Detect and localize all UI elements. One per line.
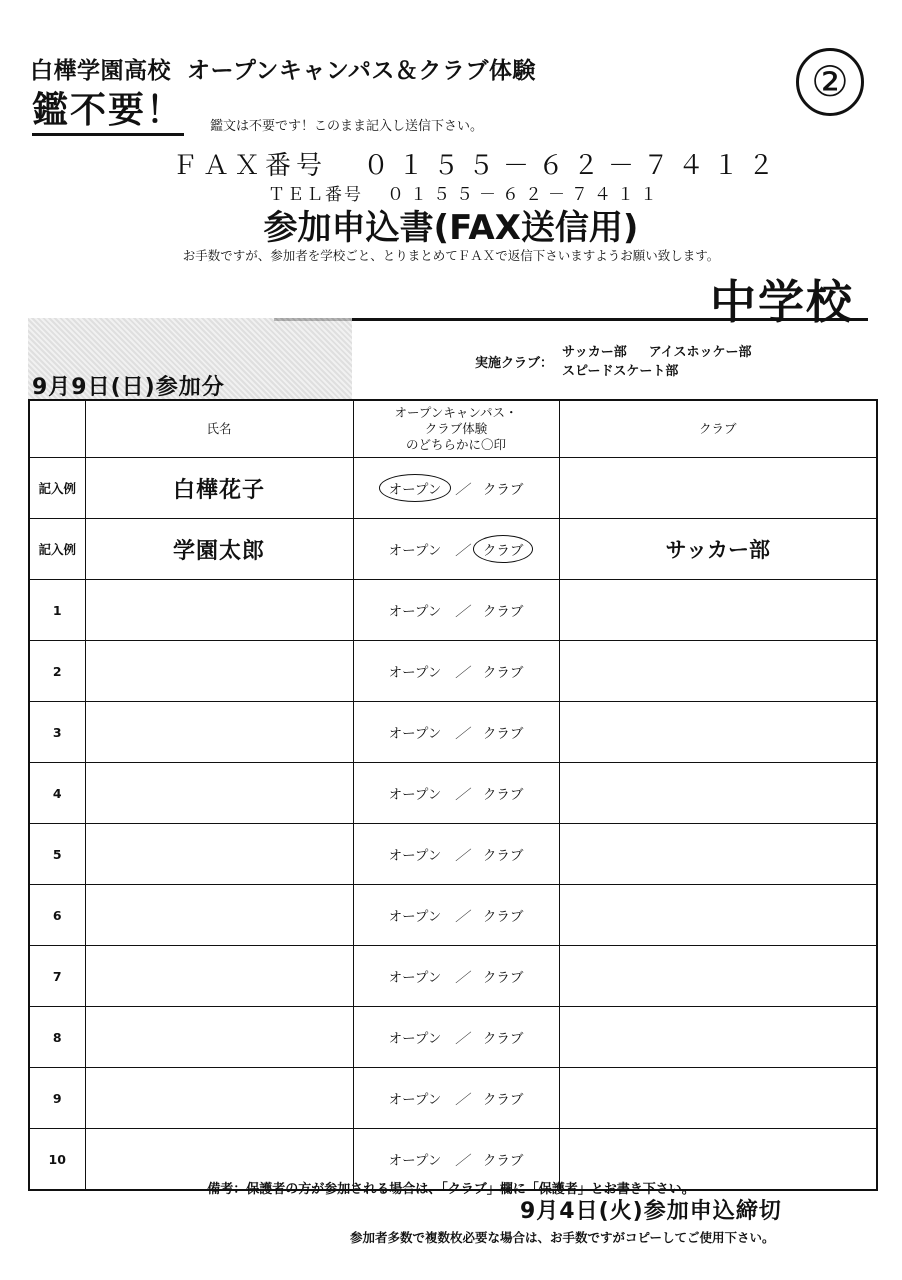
option-open: オープン: [388, 1092, 442, 1108]
option-club: クラブ: [482, 970, 524, 986]
clubs-label: 実施クラブ：: [475, 356, 554, 371]
option-separator: ／: [455, 604, 469, 620]
club-cell[interactable]: [559, 824, 877, 885]
form-title: 参加申込書(FAX送信用): [263, 208, 639, 248]
table-row: [29, 885, 877, 946]
option-club: クラブ: [473, 535, 534, 563]
club-value: サッカー部: [665, 538, 771, 562]
row-label: [29, 519, 85, 580]
school-suffix-label: 中学校: [710, 275, 854, 329]
participant-name: 学園太郎: [172, 538, 265, 564]
club-cell: [559, 458, 877, 519]
option-club: クラブ: [482, 1153, 524, 1169]
option-club: クラブ: [482, 848, 524, 864]
choice-cell[interactable]: [353, 1007, 559, 1068]
option-open: オープン: [379, 474, 452, 502]
header-choice-line: のどちらかに〇印: [405, 437, 506, 452]
table-row: [29, 580, 877, 641]
example-row: [29, 519, 877, 580]
clubs-list: [562, 343, 751, 381]
example-label: 記入例: [38, 481, 76, 496]
example-label: 記入例: [38, 542, 76, 557]
option-separator: ／: [455, 848, 469, 864]
option-open: オープン: [388, 543, 442, 559]
name-cell[interactable]: [85, 1068, 353, 1129]
option-open: オープン: [388, 848, 442, 864]
name-cell[interactable]: [85, 702, 353, 763]
table-row: [29, 824, 877, 885]
table-row: [29, 763, 877, 824]
club-cell[interactable]: [559, 1068, 877, 1129]
school-name: 白樺学園高校: [30, 58, 171, 84]
no-cover-note: 鑑文は不要です！このまま記入し送信下さい。: [210, 119, 484, 134]
option-club: クラブ: [482, 665, 524, 681]
option-open: オープン: [388, 604, 442, 620]
name-cell[interactable]: [85, 763, 353, 824]
sheet-number-badge: ②: [796, 48, 864, 116]
table-row: [29, 946, 877, 1007]
header-choice-line: クラブ体験: [424, 421, 488, 436]
row-number: [29, 641, 85, 702]
row-label: [29, 458, 85, 519]
tel-number: ０１５５－６２－７４１１: [387, 185, 663, 205]
row-number-text: 2: [52, 663, 62, 679]
row-number: [29, 946, 85, 1007]
club-cell[interactable]: [559, 641, 877, 702]
fax-line: [172, 145, 783, 182]
choice-cell[interactable]: [353, 763, 559, 824]
option-open: オープン: [388, 909, 442, 925]
choice-cell[interactable]: [353, 885, 559, 946]
choice-cell: [353, 519, 559, 580]
option-club: クラブ: [482, 1092, 524, 1108]
option-club: クラブ: [482, 1031, 524, 1047]
option-club: クラブ: [482, 787, 524, 803]
row-number: [29, 702, 85, 763]
row-number: [29, 580, 85, 641]
deadline: 9月4日(火)参加申込締切: [520, 1199, 782, 1224]
fax-label: ＦＡＸ番号: [172, 151, 328, 181]
fax-number: ０１５５－６２－７４１２: [363, 151, 784, 181]
header-choice: [353, 400, 559, 458]
club-cell[interactable]: [559, 763, 877, 824]
club-cell[interactable]: [559, 702, 877, 763]
option-separator: ／: [455, 787, 469, 803]
row-number-text: 3: [52, 724, 62, 740]
club-name: アイスホッケー部: [648, 345, 752, 360]
table-header-row: [29, 400, 877, 458]
option-separator: ／: [455, 482, 469, 498]
club-cell[interactable]: [559, 885, 877, 946]
header-choice-line: オープンキャンパス・: [394, 405, 518, 420]
option-open: オープン: [388, 970, 442, 986]
option-open: オープン: [388, 1031, 442, 1047]
row-number-text: 10: [48, 1151, 66, 1167]
name-cell[interactable]: [85, 946, 353, 1007]
header-club: クラブ: [559, 400, 877, 458]
row-number-text: 6: [52, 907, 62, 923]
club-cell[interactable]: [559, 1007, 877, 1068]
name-cell[interactable]: [85, 1007, 353, 1068]
form-heading: [30, 52, 536, 85]
option-open: オープン: [388, 726, 442, 742]
club-cell: [559, 519, 877, 580]
club-name: サッカー部: [562, 345, 627, 360]
option-open: オープン: [388, 787, 442, 803]
table-row: [29, 641, 877, 702]
table-row: [29, 1007, 877, 1068]
option-separator: ／: [455, 909, 469, 925]
row-number: [29, 763, 85, 824]
application-table: [28, 399, 878, 1191]
option-separator: ／: [455, 1153, 469, 1169]
name-cell: [85, 458, 353, 519]
row-number-text: 9: [52, 1090, 62, 1106]
copy-note: 参加者多数で複数枚必要な場合は、お手数ですがコピーしてご使用下さい。: [350, 1230, 775, 1245]
name-cell[interactable]: [85, 824, 353, 885]
example-row: [29, 458, 877, 519]
row-number-text: 7: [52, 968, 62, 984]
row-number: [29, 824, 85, 885]
option-club: クラブ: [482, 482, 524, 498]
row-number-text: 1: [52, 602, 62, 618]
table-row: [29, 1068, 877, 1129]
option-club: クラブ: [482, 726, 524, 742]
table-row: [29, 702, 877, 763]
tel-label: ＴＥＬ番号: [268, 185, 363, 205]
club-cell[interactable]: [559, 946, 877, 1007]
name-cell[interactable]: [85, 641, 353, 702]
participant-name: 白樺花子: [172, 477, 265, 503]
header-no: [29, 400, 85, 458]
name-cell[interactable]: [85, 885, 353, 946]
club-name: スピードスケート部: [562, 364, 679, 379]
choice-cell[interactable]: [353, 1068, 559, 1129]
option-club: クラブ: [482, 909, 524, 925]
row-number-text: 4: [52, 785, 62, 801]
row-number: [29, 1068, 85, 1129]
choice-cell[interactable]: [353, 641, 559, 702]
option-separator: ／: [455, 665, 469, 681]
remarks-note: 備考：保護者の方が参加される場合は、「クラブ」欄に「保護者」とお書き下さい。: [207, 1182, 695, 1197]
row-number-text: 5: [52, 846, 62, 862]
option-open: オープン: [388, 665, 442, 681]
option-club: クラブ: [482, 604, 524, 620]
row-number-text: 8: [52, 1029, 62, 1045]
option-separator: ／: [455, 970, 469, 986]
choice-cell[interactable]: [353, 824, 559, 885]
header-name: 氏名: [85, 400, 353, 458]
club-cell[interactable]: [559, 580, 877, 641]
option-separator: ／: [455, 1031, 469, 1047]
row-number: [29, 885, 85, 946]
row-number: [29, 1007, 85, 1068]
session-date: 9月9日(日)参加分: [32, 375, 225, 400]
choice-cell[interactable]: [353, 580, 559, 641]
choice-cell[interactable]: [353, 702, 559, 763]
name-cell[interactable]: [85, 580, 353, 641]
option-separator: ／: [455, 543, 469, 559]
choice-cell[interactable]: [353, 946, 559, 1007]
option-separator: ／: [455, 726, 469, 742]
option-open: オープン: [388, 1153, 442, 1169]
request-text: お手数ですが、参加者を学校ごと、とりまとめてＦＡＸで返信下さいますようお願い致します。: [182, 248, 720, 263]
name-cell: [85, 519, 353, 580]
event-name: オープンキャンパス＆クラブ体験: [187, 58, 536, 84]
option-separator: ／: [455, 1092, 469, 1108]
no-cover-notice: 鑑不要！: [32, 90, 184, 136]
choice-cell: [353, 458, 559, 519]
